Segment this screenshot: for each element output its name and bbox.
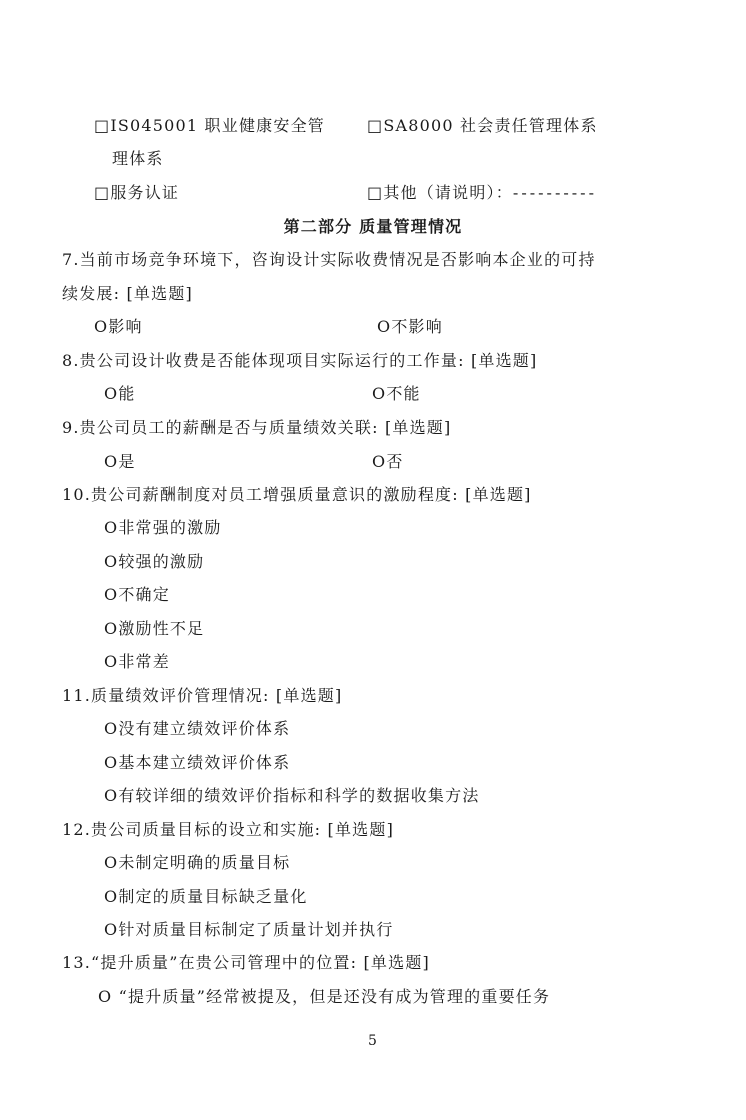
q13-option-1[interactable]: O “提升质量”经常被提及，但是还没有成为管理的重要任务 — [98, 987, 551, 1006]
q11-option-3[interactable]: O有较详细的绩效评价指标和科学的数据收集方法 — [104, 786, 480, 805]
option-sa8000[interactable]: □SA8000 社会责任管理体系 — [367, 116, 598, 135]
q12-option-3[interactable]: O针对质量目标制定了质量计划并执行 — [104, 920, 394, 939]
page-number: 5 — [367, 1033, 379, 1049]
q11-option-2[interactable]: O基本建立绩效评价体系 — [104, 753, 291, 772]
q10-option-5[interactable]: O非常差 — [104, 652, 170, 671]
q8-option-no[interactable]: O不能 — [372, 384, 421, 403]
question-12-text: 12.贵公司质量目标的设立和实施: [单选题] — [62, 820, 395, 839]
section-title: 第二部分 质量管理情况 — [283, 217, 463, 236]
q10-option-2[interactable]: O较强的激励 — [104, 552, 205, 571]
option-other[interactable] — [367, 182, 597, 204]
option-other-label: □其他（请说明）： — [367, 183, 513, 202]
question-7-text-continued: 续发展: [单选题] — [62, 284, 193, 303]
question-7-text: 7.当前市场竞争环境下，咨询设计实际收费情况是否影响本企业的可持 — [62, 250, 596, 269]
question-9-text: 9.贵公司员工的薪酬是否与质量绩效关联: [单选题] — [62, 418, 452, 437]
q9-option-no[interactable]: O否 — [372, 452, 404, 471]
q9-option-yes[interactable]: O是 — [104, 452, 136, 471]
question-10-text: 10.贵公司薪酬制度对员工增强质量意识的激励程度: [单选题] — [62, 485, 532, 504]
option-other-blank[interactable]: ---------- — [512, 183, 597, 202]
option-service-certification[interactable]: □服务认证 — [94, 183, 180, 202]
question-8-text: 8.贵公司设计收费是否能体现项目实际运行的工作量: [单选题] — [62, 351, 538, 370]
q12-option-2[interactable]: O制定的质量目标缺乏量化 — [104, 887, 308, 906]
option-iso45001[interactable]: □IS045001 职业健康安全管 — [94, 116, 325, 135]
q11-option-1[interactable]: O没有建立绩效评价体系 — [104, 719, 291, 738]
q10-option-3[interactable]: O不确定 — [104, 585, 170, 604]
q10-option-4[interactable]: O激励性不足 — [104, 619, 205, 638]
question-13-text: 13.“提升质量”在贵公司管理中的位置: [单选题] — [62, 953, 430, 972]
q7-option-affect[interactable]: O影响 — [94, 317, 143, 336]
q10-option-1[interactable]: O非常强的激励 — [104, 518, 222, 537]
q12-option-1[interactable]: O未制定明确的质量目标 — [104, 853, 291, 872]
question-11-text: 11.质量绩效评价管理情况: [单选题] — [62, 686, 343, 705]
q8-option-yes[interactable]: O能 — [104, 384, 136, 403]
q7-option-not-affect[interactable]: O不影响 — [377, 317, 443, 336]
option-iso45001-continued: 理体系 — [112, 149, 164, 168]
